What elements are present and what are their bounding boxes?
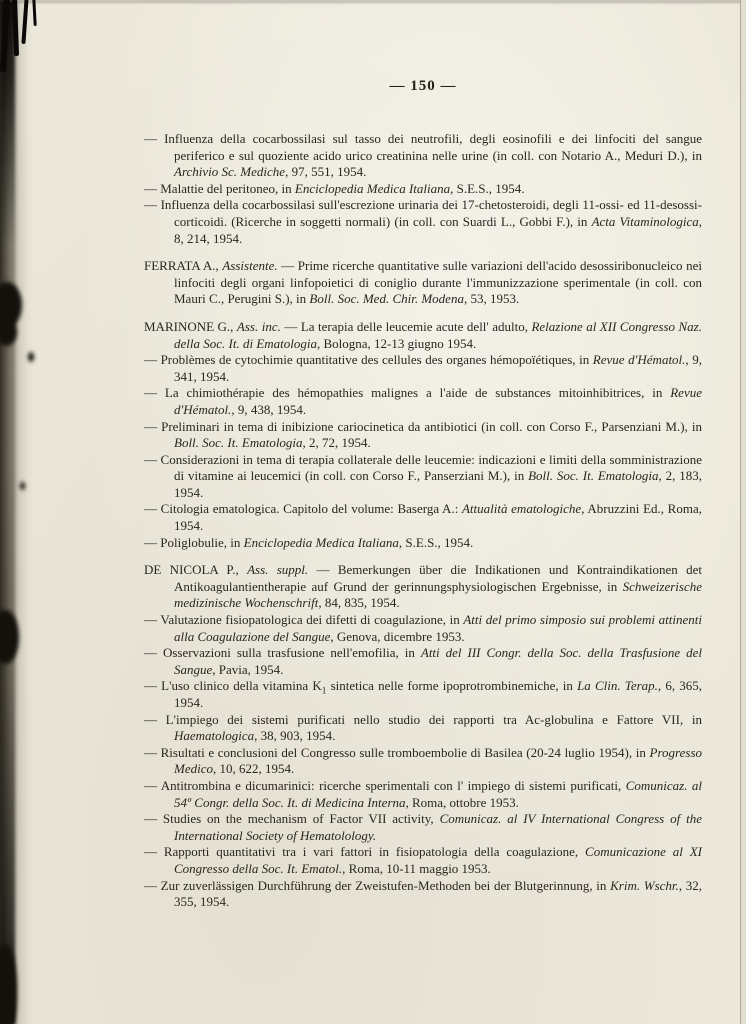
bibliography (144, 131, 702, 911)
entry-text-segment: — Poliglobulie, in (144, 534, 244, 550)
bibliography-entry (144, 778, 702, 811)
entry-text-segment: — La chimiothérapie des hémopathies malignes a l'aide de substances mitoinhibitrices, in (144, 385, 671, 401)
entry-text-segment: — Osservazioni sulla trasfusione nell'emofilia, in (144, 645, 421, 661)
page-edge-top (0, 0, 746, 3)
entry-text-segment: , 97, 551, 1954. (285, 164, 367, 180)
entry-text-segment: , S.E.S., 1954. (450, 180, 525, 196)
entry-text-segment: — Bemerkungen über die Indikationen und Kontraindikationen det Antikoagulantientherapie auf Grund der gerinnungsphysiologischen Ergebnisse, in (174, 562, 702, 594)
entry-text-segment: — Influenza della cocarbossilasi sull'escrezione urinaria dei 17-chetosteroidi, degli 11-ossi- ed 11-desossi-corticoidi. (Ricerche in soggetti normali) (in coll. con Suardi L., Gobbi F.), in (144, 197, 702, 229)
entry-italic-segment: Ass. suppl. (247, 562, 309, 578)
entry-text-segment: , 2, 183, 1954. (174, 468, 702, 500)
ink-mark (32, 0, 36, 26)
bibliography-entry (144, 258, 702, 308)
entry-text-segment: — L'impiego dei sistemi purificati nello studio dei rapporti tra Ac-globulina e Fattore VII, in (144, 711, 702, 727)
entry-italic-segment: Comunicaz. al 54º Congr. della Soc. It. di Medicina Interna (174, 777, 702, 810)
entry-text-segment: — Zur zuverlässigen Durchführung der Zweistufen-Methoden bei der Blutgerinnung, in (144, 877, 611, 893)
entry-text-segment: — Influenza della cocarbossilasi sul tasso dei neutrofili, degli eosinofili e dei linfociti del sangue periferico e sul quoziente acido urico creatinina nelle urine (in coll. con Notario A., Meduri D.), in (144, 131, 702, 163)
bibliography-entry (144, 844, 702, 877)
entry-text-segment: — Valutazione fisiopatologica dei difetti di coagulazione, in (144, 612, 464, 628)
entry-text-segment: , 53, 1953. (463, 291, 520, 307)
entry-text-segment: , 84, 835, 1954. (318, 595, 400, 611)
entry-italic-segment: Relazione al XII Congresso Naz. della Soc. It. di Ematologia (174, 318, 702, 351)
entry-italic-segment: Boll. Soc. Med. Chir. Modena (309, 291, 464, 307)
entry-text-segment: , 9, 341, 1954. (174, 352, 702, 384)
bibliography-entry (144, 319, 702, 352)
bibliography-entry (144, 535, 702, 552)
page-content (144, 78, 702, 911)
entry-text-segment: , 6, 365, 1954. (174, 678, 703, 710)
bibliography-entry (144, 181, 702, 198)
entry-italic-segment: Enciclopedia Medica Italiana (294, 180, 451, 196)
entry-text-segment: , 38, 903, 1954. (254, 728, 336, 744)
bibliography-entry (144, 419, 702, 452)
binding-gutter-shade (0, 0, 15, 1024)
entry-italic-segment: La Clin. Terap. (577, 678, 658, 694)
bibliography-entry (144, 131, 702, 181)
entry-italic-segment: Comunicazione al XI Congresso della Soc. It. Ematol. (174, 844, 702, 876)
entry-italic-segment: Acta Vitaminologica (591, 213, 699, 229)
entry-italic-segment: Attualità ematologiche (461, 501, 582, 517)
entry-italic-segment: Ass. inc. (236, 318, 281, 334)
entry-text-segment: MARINONE G., (144, 318, 237, 334)
entry-text-segment: FERRATA A., (144, 258, 223, 274)
bibliography-entry (144, 645, 702, 678)
ink-blot (20, 482, 25, 490)
page-edge-right (740, 0, 746, 1024)
entry-text-segment: — La terapia delle leucemie acute dell' adulto, (280, 318, 532, 334)
bibliography-entry (144, 811, 702, 844)
entry-text-segment: , S.E.S., 1954. (398, 534, 474, 550)
entry-italic-segment: Krim. Wschr. (610, 877, 679, 893)
entry-text-segment: — Risultati e conclusioni del Congresso sulle tromboembolie di Basilea (20-24 luglio 1954), in (144, 744, 650, 760)
entry-italic-segment: Comunicaz. al IV International Congress of the International Society of Hematolology. (174, 811, 702, 843)
entry-italic-segment: Revue d'Hématol. (174, 385, 702, 417)
entry-italic-segment: Schweizerische medizinische Wochenschrift (174, 578, 702, 611)
entry-text-segment: 1 (321, 687, 327, 697)
entry-text-segment: — Citologia ematologica. Capitolo del volume: Baserga A.: (144, 501, 462, 517)
entry-text-segment: , 8, 214, 1954. (174, 213, 702, 246)
entry-italic-segment: Enciclopedia Medica Italiana (243, 534, 399, 550)
entry-text-segment: — Problèmes de cytochimie quantitative des cellules des organes hémopoïétiques, in (144, 352, 593, 368)
entry-italic-segment: Progresso Medico (174, 744, 702, 777)
entry-text-segment: — Prime ricerche quantitative sulle variazioni dell'acido desossiribonucleico nei linfociti degli organi linfopoietici di coniglio durante l'immunizzazione sperimentale (in coll. con Mauri C., Perugini S.), in (174, 258, 703, 307)
bibliography-entry (144, 678, 702, 711)
bibliography-entry (144, 352, 702, 385)
entry-italic-segment: Boll. Soc. It. Ematologia (528, 468, 659, 484)
entry-text-segment: , Abruzzini Ed., Roma, 1954. (174, 501, 702, 534)
entry-text-segment: sintetica nelle forme ipoprotrombinemiche, in (326, 678, 578, 694)
entry-text-segment: , 10, 622, 1954. (212, 761, 295, 777)
entry-text-segment: , 2, 72, 1954. (302, 435, 371, 451)
entry-text-segment: , Genova, dicembre 1953. (330, 628, 465, 644)
bibliography-entry (144, 452, 702, 502)
entry-text-segment: — Considerazioni in tema di terapia collaterale delle leucemie: indicazioni e limiti della somministrazione di vitamine ai leucemici (in coll. con Corso F., Panserziani M.), in (144, 451, 702, 484)
entry-text-segment: — Preliminari in tema di inibizione cariocinetica da antibiotici (in coll. con Corso F., Parsenziani M.), in (144, 418, 702, 434)
bibliography-entry (144, 385, 702, 418)
entry-text-segment: , 32, 355, 1954. (174, 877, 702, 910)
entry-text-segment: — Studies on the mechanism of Factor VII activity, (144, 811, 440, 827)
bibliography-entry (144, 612, 702, 645)
entry-text-segment: DE NICOLA P., (144, 562, 248, 578)
entry-italic-segment: Archivio Sc. Mediche (174, 164, 286, 180)
entry-italic-segment: Atti del III Congr. della Soc. della Trasfusione del Sangue (174, 645, 702, 677)
entry-text-segment: , 9, 438, 1954. (231, 401, 307, 417)
bibliography-entry (144, 562, 702, 612)
entry-text-segment: , Pavia, 1954. (212, 661, 284, 677)
bibliography-entry (144, 197, 702, 247)
entry-text-segment: , Roma, ottobre 1953. (405, 794, 519, 810)
entry-italic-segment: Revue d'Hématol. (592, 352, 686, 368)
ink-blot (28, 352, 34, 362)
entry-text-segment: , Bologna, 12-13 giugno 1954. (316, 335, 477, 351)
entry-text-segment: , Roma, 10-11 maggio 1953. (342, 860, 491, 876)
entry-text-segment: — Rapporti quantitativi tra i vari fattori in fisiopatologia della coagulazione, (144, 844, 586, 860)
entry-italic-segment: Haematologica (174, 728, 255, 744)
entry-text-segment: — Antitrombina e dicumarinici: ricerche sperimentali con l' impiego di sistemi purificati, (144, 777, 626, 793)
bibliography-entry (144, 878, 702, 911)
bibliography-entry (144, 745, 702, 778)
entry-text-segment: — L'uso clinico della vitamina K (144, 678, 322, 694)
page-number: — 150 — (389, 78, 457, 94)
entry-italic-segment: Atti del primo simposio sui problemi attinenti alla Coagulazione del Sangue (174, 612, 702, 644)
entry-italic-segment: Boll. Soc. It. Ematologia (174, 435, 303, 451)
bibliography-entry (144, 712, 702, 745)
entry-text-segment: — Malattie del peritoneo, in (144, 180, 295, 196)
bibliography-entry (144, 501, 702, 534)
entry-italic-segment: Assistente. (222, 258, 278, 274)
